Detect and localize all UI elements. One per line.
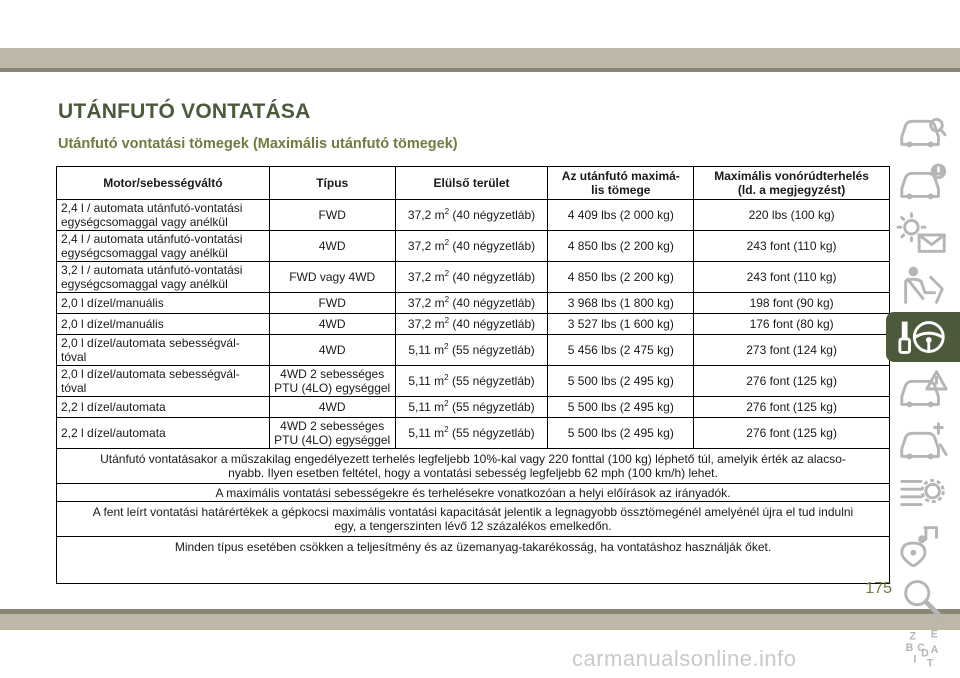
cell-type <box>269 335 395 366</box>
svg-text:A: A <box>930 643 939 656</box>
type-line1: 4WD 2 sebességes <box>280 367 385 381</box>
header-mass-line2: lis tömege <box>591 183 651 197</box>
motor-line1: 2,2 l dízel/automata <box>61 426 166 440</box>
table-row <box>57 366 890 397</box>
cell-max-trailer-mass: 5 500 lbs (2 495 kg) <box>548 418 694 449</box>
cell-max-trailer-mass: 5 500 lbs (2 495 kg) <box>548 397 694 418</box>
note-line1: Minden típus esetében csökken a teljesítmény és az üzemanyag-takarékosság, ha vontatáshoz használják őket. <box>174 540 772 554</box>
cell-front-area <box>395 293 548 314</box>
motor-line1: 2,2 l dízel/automata <box>61 400 166 414</box>
footer-bar <box>0 614 960 630</box>
type-line1: 4WD <box>318 239 346 253</box>
note-line1: A fent leírt vontatási határértékek a gépkocsi maximális vontatási kapacitását jelentik a legnagyobb össztömegénél amelyénél újra el tud indulni <box>92 505 854 519</box>
car-warning-icon <box>896 159 950 203</box>
chapter-tab-alphabet-index[interactable] <box>886 624 960 674</box>
table-row <box>57 335 890 366</box>
chapter-tab-car-hazard[interactable] <box>886 364 960 414</box>
area-value: 5,11 m <box>408 343 445 357</box>
car-hazard-icon <box>896 367 950 411</box>
cell-motor <box>57 314 270 335</box>
motor-line1: 2,0 l dízel/automata sebességvál- <box>61 336 240 350</box>
table-body <box>57 200 890 584</box>
cell-front-area <box>395 418 548 449</box>
table-row <box>57 231 890 262</box>
note-line1: Utánfutó vontatásakor a műszakilag engedélyezett terhelés legfeljebb 10%-kal vagy 220 fonttal (100 kg) léphető túl, amelyik érték az alacso- <box>100 452 846 466</box>
music-location-icon <box>896 523 950 567</box>
chapter-tab-seatbelt-person[interactable] <box>886 260 960 310</box>
cell-max-tongue-load: 273 font (124 kg) <box>694 335 890 366</box>
note-line2: egy, a tengerszinten lévő 12 százalékos emelkedőn. <box>334 519 612 533</box>
area-value: 37,2 m <box>407 296 445 310</box>
area-value: 5,11 m <box>408 400 445 414</box>
chapter-tab-sun-envelope[interactable] <box>886 208 960 258</box>
chapter-tab-magnifier[interactable] <box>886 572 960 622</box>
svg-text:E: E <box>930 628 938 641</box>
motor-line2: tóval <box>61 350 87 364</box>
cell-front-area <box>395 314 548 335</box>
table-note <box>57 537 890 584</box>
chapter-tab-list-gear[interactable] <box>886 468 960 518</box>
header-max-tongue-load <box>694 167 890 200</box>
cell-motor <box>57 231 270 262</box>
chapter-tab-key-steering-wheel[interactable] <box>886 312 960 362</box>
cell-max-trailer-mass: 5 500 lbs (2 495 kg) <box>548 366 694 397</box>
motor-line1: 2,0 l dízel/manuális <box>61 296 164 310</box>
type-line2: PTU (4LO) egységgel <box>274 381 391 395</box>
svg-text:Z: Z <box>909 630 916 643</box>
type-line1: 4WD 2 sebességes <box>280 419 385 433</box>
table-note <box>57 449 890 484</box>
cell-max-trailer-mass: 5 456 lbs (2 475 kg) <box>548 335 694 366</box>
area-unit: (55 négyzetláb) <box>448 374 535 388</box>
area-unit: (55 négyzetláb) <box>448 343 535 357</box>
cell-type <box>269 293 395 314</box>
header-motor: Motor/sebességváltó <box>57 167 270 200</box>
header-tongue-line1: Maximális vonórúdterhelés <box>714 169 869 183</box>
area-unit: (40 négyzetláb) <box>449 270 536 284</box>
cell-max-trailer-mass: 4 850 lbs (2 200 kg) <box>548 262 694 293</box>
table-row <box>57 397 890 418</box>
page-number: 175 <box>865 580 892 597</box>
chapter-tab-car-warning[interactable] <box>886 156 960 206</box>
header-front-area: Elülső terület <box>395 167 548 200</box>
cell-max-trailer-mass: 3 968 lbs (1 800 kg) <box>548 293 694 314</box>
area-exponent: 2 <box>444 342 449 351</box>
header-bar <box>0 48 960 68</box>
area-value: 37,2 m <box>407 208 445 222</box>
type-line1: FWD <box>318 208 346 222</box>
table-row <box>57 200 890 231</box>
motor-line1: 2,4 l / automata utánfutó-vontatási <box>61 232 243 246</box>
header-band <box>0 0 960 78</box>
cell-max-trailer-mass: 3 527 lbs (1 600 kg) <box>548 314 694 335</box>
table-note-row <box>57 502 890 537</box>
car-wrench-icon <box>896 419 950 463</box>
area-unit: (55 négyzetláb) <box>448 426 535 440</box>
watermark: carmanualsonline.info <box>572 646 797 671</box>
cell-type <box>269 366 395 397</box>
cell-motor <box>57 335 270 366</box>
table-note-row <box>57 449 890 484</box>
area-value: 37,2 m <box>407 317 445 331</box>
cell-max-tongue-load: 198 font (90 kg) <box>694 293 890 314</box>
type-line1: FWD vagy 4WD <box>289 270 376 284</box>
area-exponent: 2 <box>444 373 449 382</box>
area-unit: (40 négyzetláb) <box>449 317 536 331</box>
area-exponent: 2 <box>444 238 450 247</box>
cell-type <box>269 200 395 231</box>
area-exponent: 2 <box>444 399 449 408</box>
motor-line1: 2,0 l dízel/manuális <box>61 317 164 331</box>
cell-front-area <box>395 262 548 293</box>
svg-text:T: T <box>926 657 934 670</box>
cell-type <box>269 314 395 335</box>
chapter-tab-car-search[interactable] <box>886 104 960 154</box>
cell-front-area <box>395 366 548 397</box>
area-value: 37,2 m <box>407 270 445 284</box>
towing-weights-table <box>56 166 890 584</box>
motor-line2: egységcsomaggal vagy anélkül <box>61 246 228 260</box>
svg-text:B: B <box>905 641 914 654</box>
cell-motor <box>57 200 270 231</box>
area-exponent: 2 <box>444 269 450 278</box>
cell-type <box>269 397 395 418</box>
cell-motor <box>57 293 270 314</box>
section-subtitle: Utánfutó vontatási tömegek (Maximális utánfutó tömegek) <box>58 136 458 152</box>
type-line2: PTU (4LO) egységgel <box>274 433 391 447</box>
motor-line1: 2,4 l / automata utánfutó-vontatási <box>61 201 243 215</box>
area-unit: (40 négyzetláb) <box>449 208 536 222</box>
type-line1: 4WD <box>318 400 346 414</box>
key-steering-wheel-icon <box>896 315 950 359</box>
table-row <box>57 262 890 293</box>
area-exponent: 2 <box>444 207 450 216</box>
table-header-row <box>57 167 890 200</box>
area-exponent: 2 <box>444 316 450 325</box>
cell-max-tongue-load: 276 font (125 kg) <box>694 366 890 397</box>
table-note <box>57 484 890 502</box>
list-gear-icon <box>896 471 950 515</box>
note-line1: A maximális vontatási sebességekre és terhelésekre vonatkozóan a helyi előírások az irányadók. <box>215 485 731 500</box>
table-row <box>57 418 890 449</box>
motor-line2: egységcsomaggal vagy anélkül <box>61 277 228 291</box>
cell-motor <box>57 262 270 293</box>
motor-line1: 3,2 l / automata utánfutó-vontatási <box>61 263 243 277</box>
cell-max-tongue-load: 243 font (110 kg) <box>694 231 890 262</box>
table-row <box>57 314 890 335</box>
cell-type <box>269 418 395 449</box>
svg-text:C: C <box>917 641 925 654</box>
cell-motor <box>57 418 270 449</box>
table-note-row <box>57 537 890 584</box>
area-value: 5,11 m <box>408 374 445 388</box>
cell-motor <box>57 366 270 397</box>
cell-front-area <box>395 231 548 262</box>
area-value: 5,11 m <box>408 426 445 440</box>
cell-max-tongue-load: 243 font (110 kg) <box>694 262 890 293</box>
type-line1: 4WD <box>318 343 346 357</box>
cell-type <box>269 262 395 293</box>
motor-line2: egységcsomaggal vagy anélkül <box>61 215 228 229</box>
sun-envelope-icon <box>896 211 950 255</box>
type-line1: FWD <box>318 296 346 310</box>
cell-motor <box>57 397 270 418</box>
cell-max-tongue-load: 276 font (125 kg) <box>694 418 890 449</box>
header-bar-line <box>0 68 960 72</box>
header-tongue-line2: (ld. a megjegyzést) <box>737 183 846 197</box>
alphabet-index-icon <box>896 627 950 671</box>
header-mass-line1: Az utánfutó maximá- <box>561 169 680 183</box>
table-note <box>57 502 890 537</box>
motor-line1: 2,0 l dízel/automata sebességvál- <box>61 367 240 381</box>
seatbelt-person-icon <box>896 263 950 307</box>
area-unit: (40 négyzetláb) <box>449 239 536 253</box>
area-exponent: 2 <box>444 425 449 434</box>
cell-max-tongue-load: 276 font (125 kg) <box>694 397 890 418</box>
cell-front-area <box>395 397 548 418</box>
area-unit: (55 négyzetláb) <box>448 400 535 414</box>
svg-text:D: D <box>921 647 929 660</box>
area-unit: (40 négyzetláb) <box>449 296 536 310</box>
svg-text:I: I <box>913 653 917 666</box>
cell-front-area <box>395 200 548 231</box>
car-search-icon <box>896 107 950 151</box>
type-line1: 4WD <box>318 317 346 331</box>
magnifier-icon <box>896 575 950 619</box>
header-max-trailer-mass <box>548 167 694 200</box>
header-type: Típus <box>269 167 395 200</box>
table-note-row <box>57 484 890 502</box>
area-exponent: 2 <box>444 295 450 304</box>
motor-line2: tóval <box>61 381 87 395</box>
chapter-tab-music-location[interactable] <box>886 520 960 570</box>
area-value: 37,2 m <box>407 239 445 253</box>
cell-max-tongue-load: 176 font (80 kg) <box>694 314 890 335</box>
cell-max-trailer-mass: 4 409 lbs (2 000 kg) <box>548 200 694 231</box>
chapter-tab-car-wrench[interactable] <box>886 416 960 466</box>
cell-max-trailer-mass: 4 850 lbs (2 200 kg) <box>548 231 694 262</box>
table-row <box>57 293 890 314</box>
cell-front-area <box>395 335 548 366</box>
cell-type <box>269 231 395 262</box>
cell-max-tongue-load: 220 lbs (100 kg) <box>694 200 890 231</box>
note-line2: nyabb. Ilyen esetben feltétel, hogy a vontatási sebesség legfeljebb 62 mph (100 km/h) lehet. <box>228 466 718 480</box>
page-title: UTÁNFUTÓ VONTATÁSA <box>58 100 311 123</box>
